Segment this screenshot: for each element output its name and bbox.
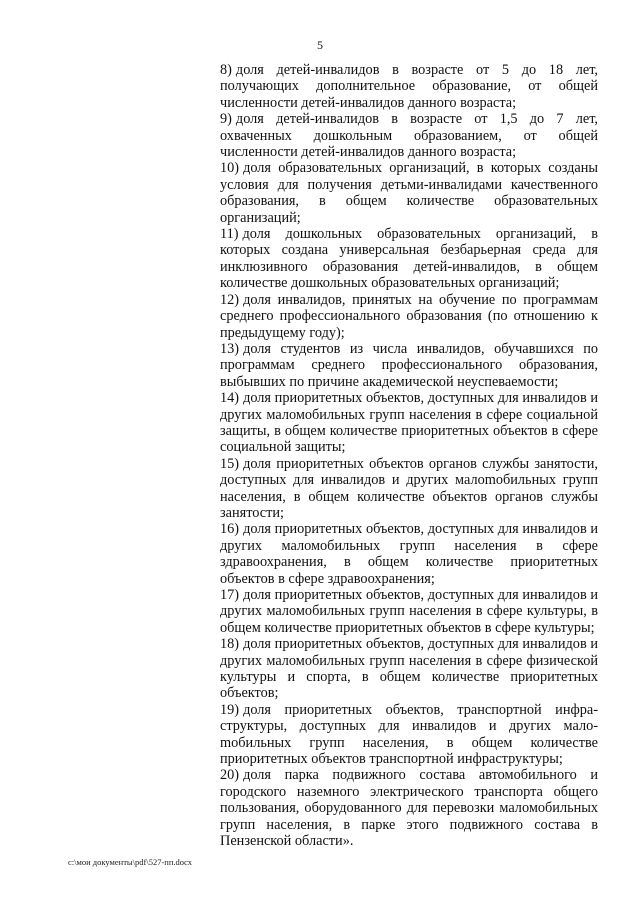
list-item-text: доля парка подвижного состава автомобильного и городского наземного электрического транспорта общего пользования, оборудованного для перевозки маломобильных групп населения, в парке этого подвижного состава в Пензенской области». (220, 767, 598, 850)
list-item (220, 767, 598, 849)
list-item-number: 17) (220, 587, 240, 603)
list-item-text: доля образовательных организаций, в которых созданы условия для получения детьми-инвалидами качественного образования, в общем количестве образовательных организаций; (220, 160, 598, 226)
list-item-number: 12) (220, 291, 240, 308)
list-item (220, 292, 598, 341)
list-item (220, 521, 598, 587)
document-body (220, 62, 598, 850)
list-item (220, 636, 598, 702)
list-item-number: 19) (220, 701, 240, 718)
list-item-text: доля приоритетных объектов, доступных для инвалидов и других маломобильных групп населения в сфере социальной защиты, в общем количестве приоритетных объектов в сфере социальной защиты; (220, 390, 598, 456)
list-item-text: доля приоритетных объектов, доступных для инвалидов и других маломобильных групп населения в сфере культуры, в общем количестве приоритетных объектов в сфере культуры; (220, 587, 598, 636)
list-item-number: 13) (220, 340, 240, 357)
list-item (220, 160, 598, 226)
list-item-text: доля дошкольных образовательных организаций, в которых создана универсальная безбарьерная среда для инклюзивного образования детей-инвалидов, в общем количестве дошкольных образовательных организаций; (220, 226, 598, 292)
list-item-number: 20) (220, 767, 240, 784)
list-item-text: доля приоритетных объектов, доступных для инвалидов и других маломобильных групп населения в сфере физической культуры и спорта, в общем количестве приоритетных объектов; (220, 636, 598, 702)
list-item (220, 341, 598, 390)
list-item-text: доля приоритетных объектов, транспортной инфраструктуры, доступных для инвалидов и других малоmобильных групп населения, в общем количестве приоритетных объектов транспортной инфраструктуры; (220, 701, 598, 768)
list-item-number: 16) (220, 521, 240, 538)
list-item (220, 62, 598, 111)
list-item (220, 111, 598, 160)
list-item-number: 11) (220, 226, 239, 243)
page-number: 5 (317, 38, 323, 52)
list-item-text: доля приоритетных объектов органов службы занятости, доступных для инвалидов и других малоmобильных групп населения, в общем количестве объектов органов службы занятости; (220, 455, 598, 521)
list-item-number: 9) (220, 111, 232, 128)
footer-file-path: c:\мои документы\pdf\527-пп.docx (68, 857, 193, 867)
list-item-text: доля детей-инвалидов в возрасте от 1,5 до 7 лет, охваченных дошкольным образованием, от общей численности детей-инвалидов данного возраста; (220, 111, 598, 161)
list-item-number: 10) (220, 160, 240, 177)
list-item-text: доля инвалидов, принятых на обучение по программам среднего профессионального образования (по отношению к предыдущему году); (220, 291, 598, 341)
list-item (220, 702, 598, 768)
list-item-text: доля приоритетных объектов, доступных для инвалидов и других маломобильных групп населения в сфере здравоохранения, в общем количестве приоритетных объектов в сфере здравоохранения; (220, 521, 598, 587)
list-item-number: 15) (220, 455, 240, 472)
list-item (220, 390, 598, 456)
list-item-text: доля детей-инвалидов в возрасте от 5 до 18 лет, получающих дополнительное образование, от общей численности детей-инвалидов данного возраста; (220, 62, 598, 111)
list-item-number: 8) (220, 62, 232, 78)
list-item (220, 226, 598, 292)
list-item (220, 587, 598, 636)
list-item (220, 456, 598, 522)
list-item-text: доля студентов из числа инвалидов, обучавшихся по программам среднего профессионального образования, выбывших по причине академической неуспеваемости; (220, 340, 598, 390)
list-item-number: 14) (220, 390, 240, 407)
list-item-number: 18) (220, 636, 240, 653)
